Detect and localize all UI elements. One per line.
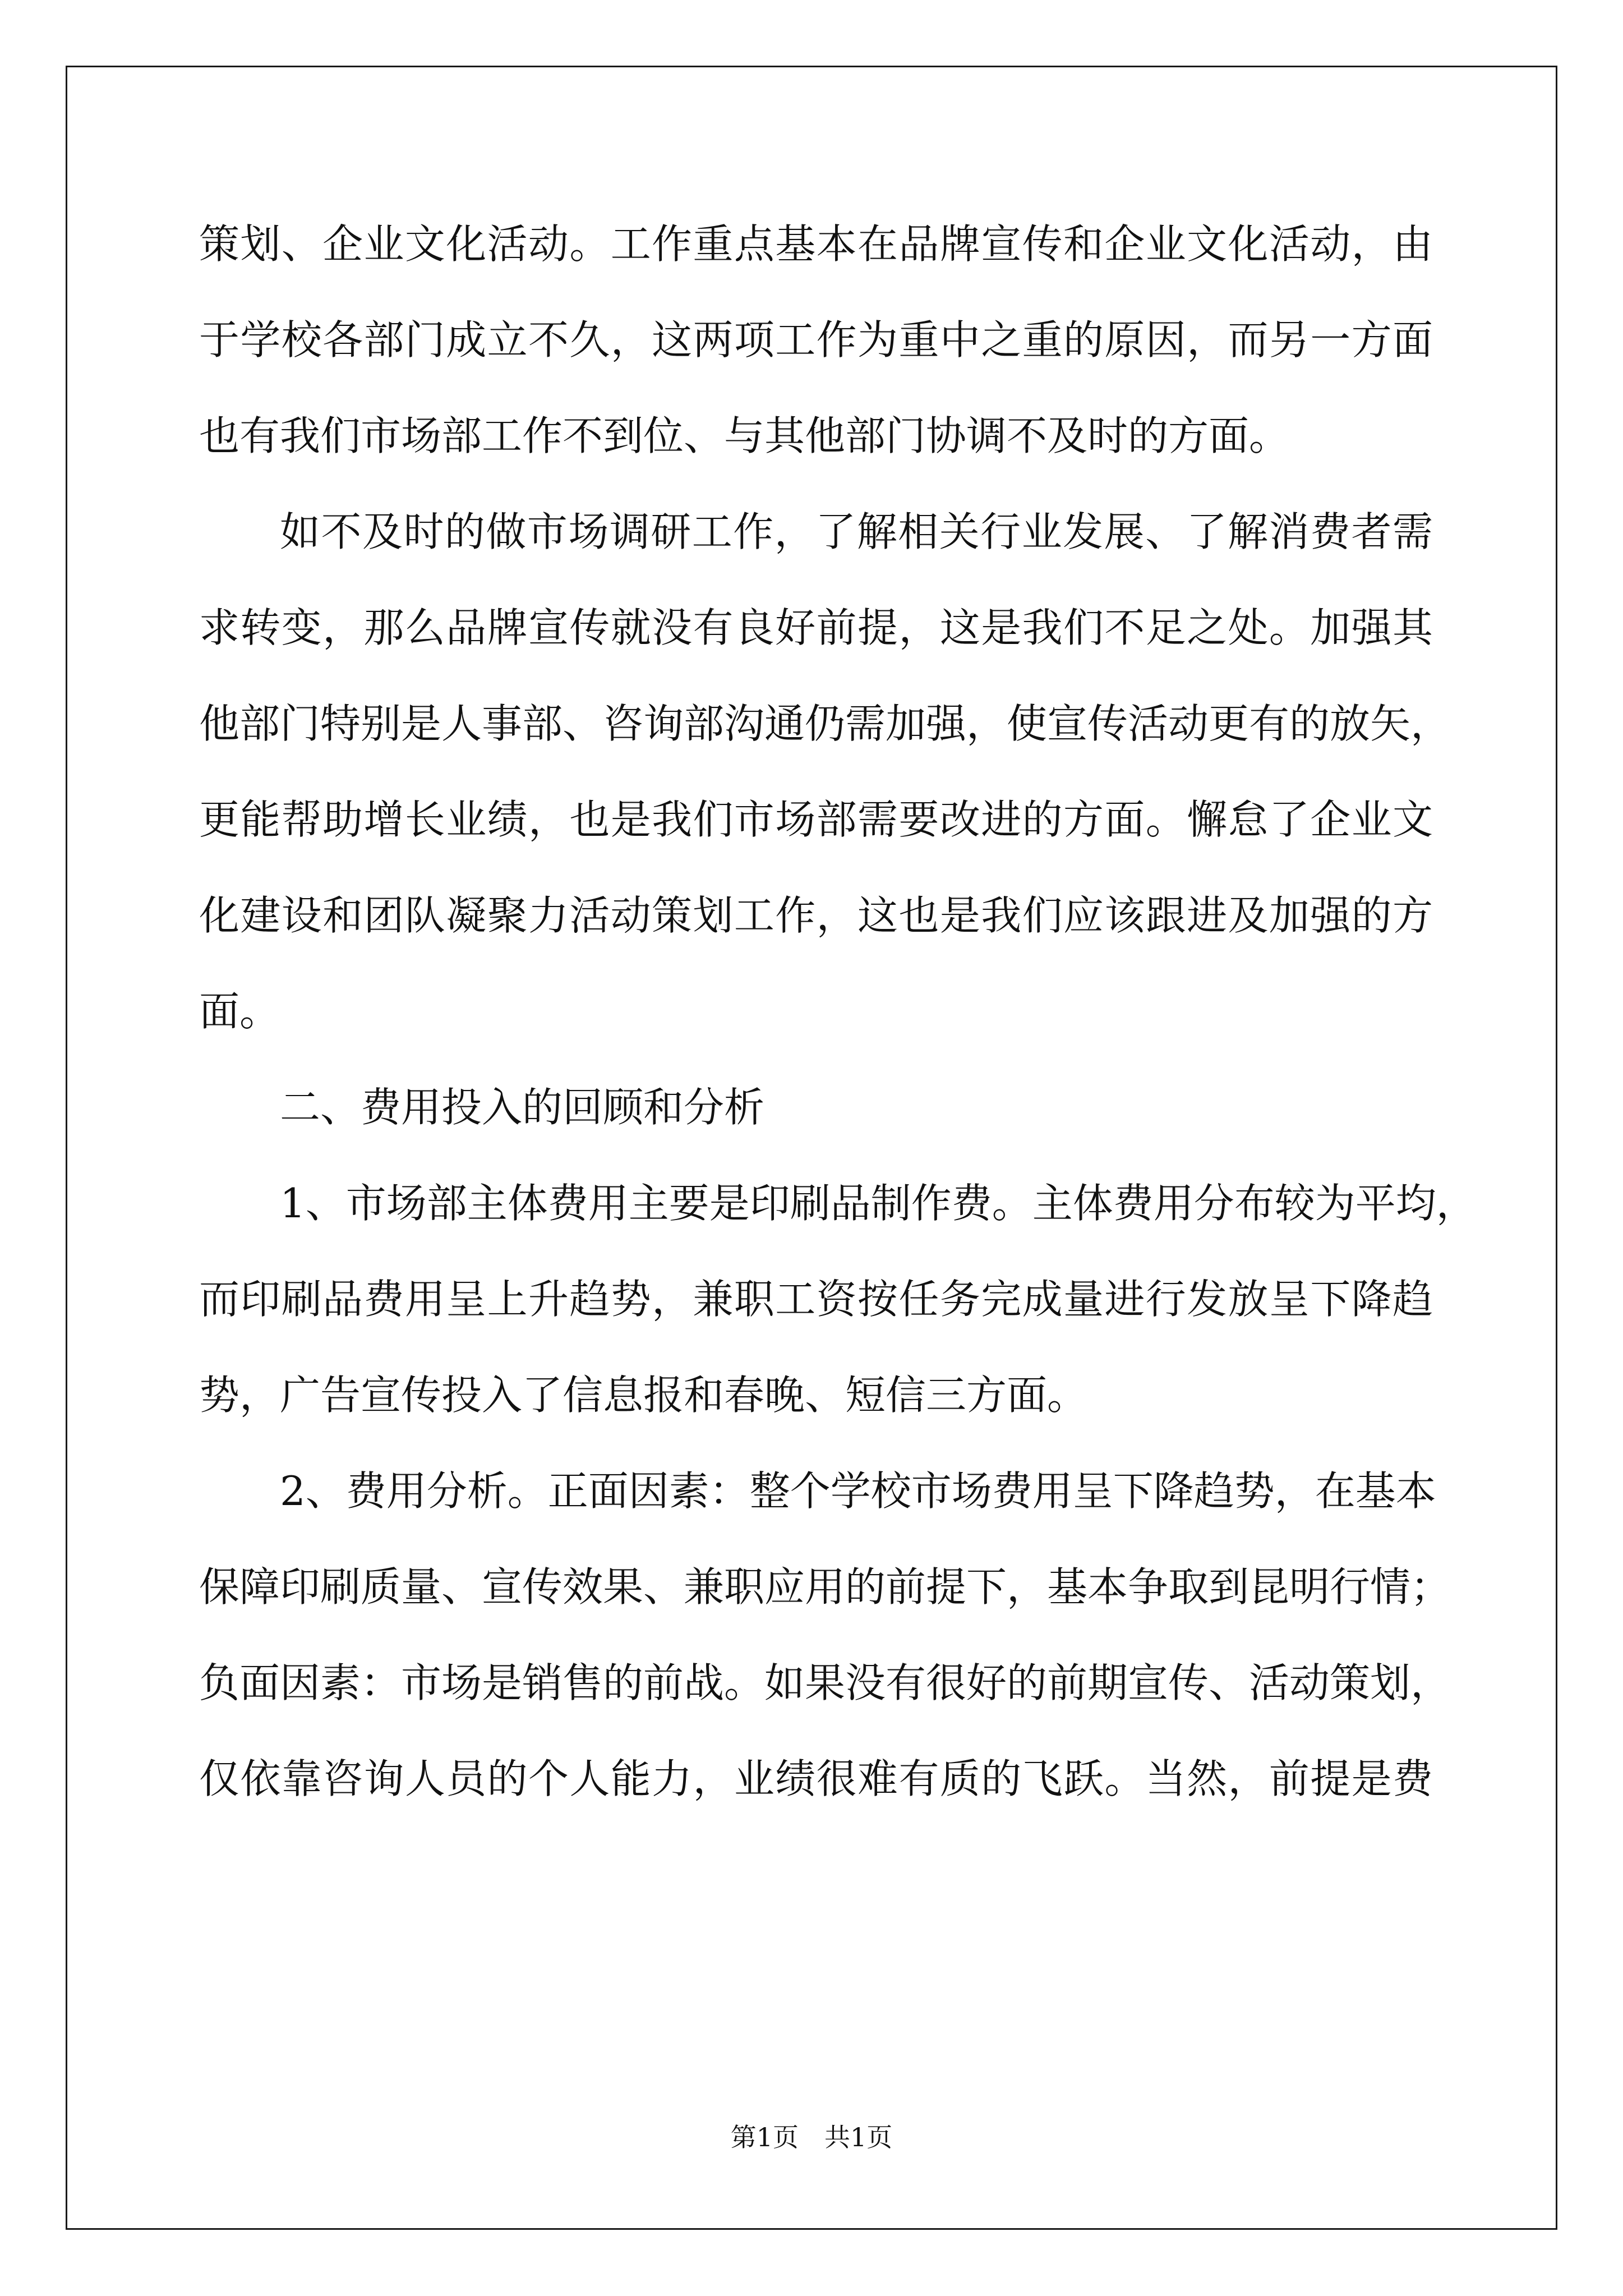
paragraph-5-line-1: 2、费用分析。正面因素：整个学校市场费用呈下降趋势，在基本 [280,1467,1436,1515]
paragraph-4-line-3: 势，广告宣传投入了信息报和春晚、短信三方面。 [199,1372,1088,1419]
paragraph-2-line-6: 面。 [199,988,280,1035]
paragraph-5-line-4: 仅依靠咨询人员的个人能力，业绩很难有质的飞跃。当然，前提是费 [199,1755,1433,1802]
document-body [199,210,1477,1841]
paragraph-4-line-1: 1、市场部主体费用主要是印刷品制作费。主体费用分布较为平均， [280,1180,1477,1227]
section-heading: 二、费用投入的回顾和分析 [280,1084,765,1131]
paragraph-1-line-3: 也有我们市场部工作不到位、与其他部门协调不及时的方面。 [199,412,1290,459]
paragraph-1-line-1: 策划、企业文化活动。工作重点基本在品牌宣传和企业文化活动，由 [199,220,1433,268]
paragraph-1-line-2: 于学校各部门成立不久，这两项工作为重中之重的原因，而另一方面 [199,316,1433,364]
page-number-footer: 第1页 共1页 [730,2122,893,2152]
paragraph-2-line-3: 他部门特别是人事部、咨询部沟通仍需加强，使宣传活动更有的放矢， [199,700,1451,747]
paragraph-2-line-5: 化建设和团队凝聚力活动策划工作，这也是我们应该跟进及加强的方 [199,892,1433,939]
paragraph-2-line-1: 如不及时的做市场调研工作，了解相关行业发展、了解消费者需 [280,508,1433,555]
paragraph-2-line-4: 更能帮助增长业绩，也是我们市场部需要改进的方面。懈怠了企业文 [199,796,1433,843]
paragraph-5-line-2: 保障印刷质量、宣传效果、兼职应用的前提下，基本争取到昆明行情； [199,1563,1451,1611]
paragraph-4-line-2: 而印刷品费用呈上升趋势，兼职工资按任务完成量进行发放呈下降趋 [199,1276,1433,1323]
paragraph-2-line-2: 求转变，那么品牌宣传就没有良好前提，这是我们不足之处。加强其 [199,604,1433,651]
paragraph-5-line-3: 负面因素：市场是销售的前战。如果没有很好的前期宣传、活动策划， [199,1659,1451,1706]
